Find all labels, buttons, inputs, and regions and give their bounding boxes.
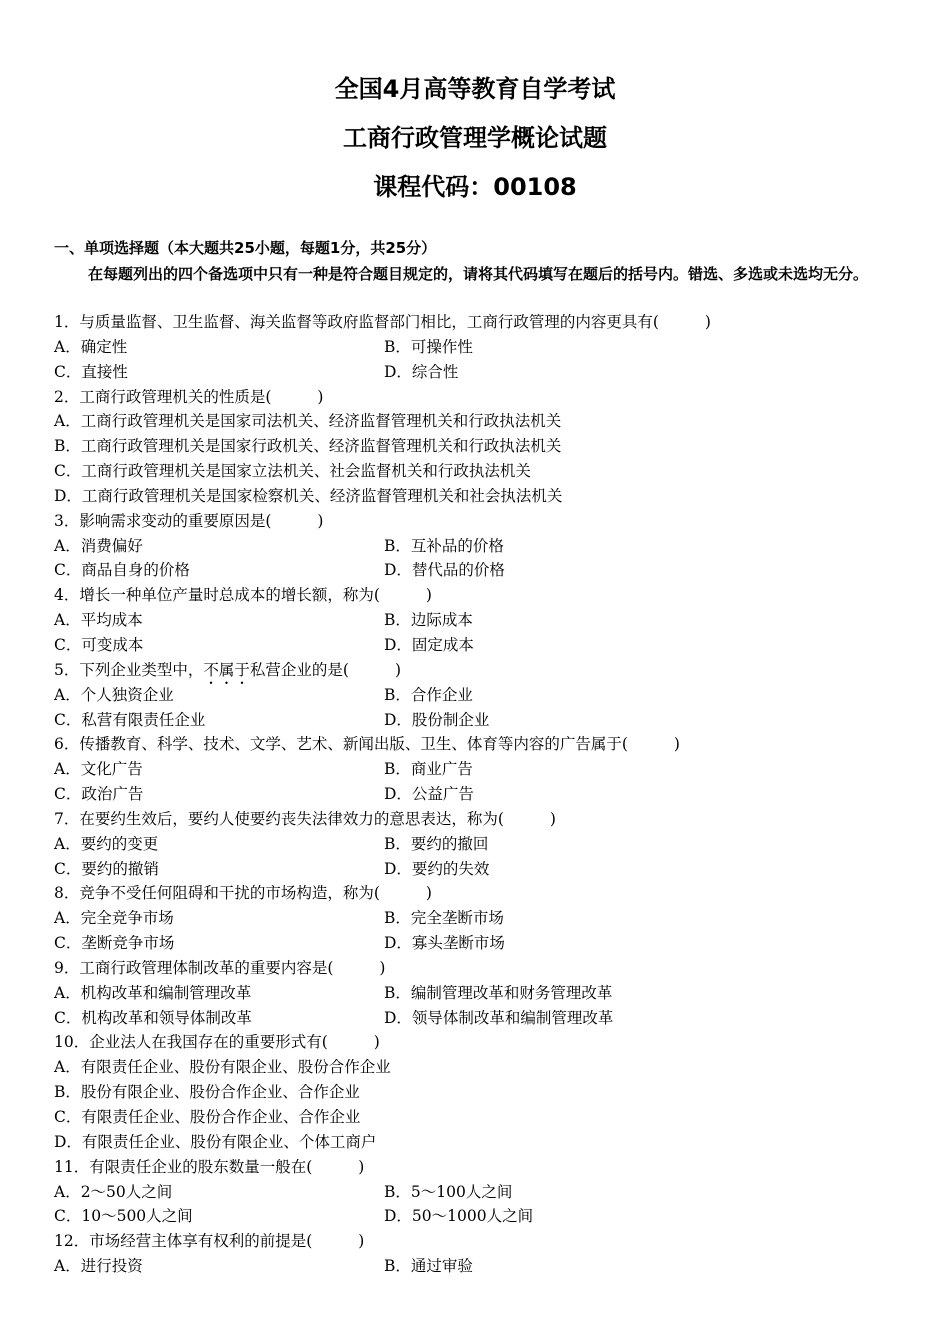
option-row bbox=[54, 558, 914, 583]
question-stem-text: 12．市场经营主体享有权利的前提是( bbox=[54, 1232, 313, 1251]
question-stem-text: 私营企业的是( bbox=[249, 660, 349, 679]
option-row bbox=[54, 1254, 914, 1279]
option-b: B．通过审验 bbox=[384, 1257, 473, 1276]
option-a: A．完全竞争市场 bbox=[54, 909, 174, 928]
question-stem bbox=[54, 583, 914, 608]
option-b: B．编制管理改革和财务管理改革 bbox=[384, 983, 613, 1002]
option-c: C．可变成本 bbox=[54, 635, 144, 654]
question-stem bbox=[54, 1155, 914, 1180]
option-d: D．有限责任企业、股份有限企业、个体工商户 bbox=[54, 1132, 377, 1151]
option-c: C．要约的撤销 bbox=[54, 859, 159, 878]
option-b: B．合作企业 bbox=[384, 685, 473, 704]
option-row bbox=[54, 335, 914, 360]
question-paren-close: ) bbox=[317, 511, 324, 530]
question-stem-text: 4．增长一种单位产量时总成本的增长额，称为( bbox=[54, 586, 380, 605]
question-stem-text: 9．工商行政管理体制改革的重要内容是( bbox=[54, 958, 334, 977]
question-stem-text: 6．传播教育、科学、技术、文学、艺术、新闻出版、卫生、体育等内容的广告属于( bbox=[54, 735, 628, 754]
question-stem-text: 11．有限责任企业的股东数量一般在( bbox=[54, 1157, 313, 1176]
option-row bbox=[54, 360, 914, 385]
option-d: D．寡头垄断市场 bbox=[384, 934, 505, 953]
option-d: D．要约的失效 bbox=[384, 859, 490, 878]
option-b: B．完全垄断市场 bbox=[384, 909, 504, 928]
emphasized-text: 不属于 bbox=[203, 660, 250, 679]
question-paren-close: ) bbox=[394, 660, 402, 679]
option-c: C．工商行政管理机关是国家立法机关、社会监督机关和行政执法机关 bbox=[54, 462, 531, 481]
question-stem-text: 8．竞争不受任何阻碍和干扰的市场构造，称为( bbox=[54, 884, 380, 903]
option-d: D．股份制企业 bbox=[384, 710, 490, 729]
option-a: A．有限责任企业、股份有限企业、股份合作企业 bbox=[54, 1058, 391, 1077]
option-row bbox=[54, 832, 914, 857]
question-stem bbox=[54, 385, 914, 410]
question-stem-text: 2．工商行政管理机关的性质是( bbox=[54, 387, 272, 406]
question-stem-text: 3．影响需求变动的重要原因是( bbox=[54, 511, 272, 530]
option-d: D．公益广告 bbox=[384, 785, 474, 804]
option-row bbox=[54, 1006, 914, 1031]
option-a: A．机构改革和编制管理改革 bbox=[54, 983, 252, 1002]
option-d: D．综合性 bbox=[384, 362, 459, 381]
option-row bbox=[54, 708, 914, 733]
question-stem-text: 7．在要约生效后，要约人使要约丧失法律效力的意思表达，称为( bbox=[54, 809, 504, 828]
option-d: D．工商行政管理机关是国家检察机关、经济监督管理机关和社会执法机关 bbox=[54, 486, 563, 505]
option-a: A．要约的变更 bbox=[54, 834, 159, 853]
option-a: A．平均成本 bbox=[54, 611, 143, 630]
exam-title: 全国4月高等教育自学考试 bbox=[334, 75, 616, 103]
option-d: D．固定成本 bbox=[384, 635, 474, 654]
option-b: B．互补品的价格 bbox=[384, 536, 504, 555]
option-a: A．进行投资 bbox=[54, 1257, 143, 1276]
option-b: B．边际成本 bbox=[384, 611, 473, 630]
option-row bbox=[54, 981, 914, 1006]
question-stem bbox=[54, 310, 914, 335]
exam-subtitle: 工商行政管理学概论试题 bbox=[343, 124, 607, 152]
option-b: B．可操作性 bbox=[384, 337, 473, 356]
option-row bbox=[54, 633, 914, 658]
option-row bbox=[54, 782, 914, 807]
option-row bbox=[54, 757, 914, 782]
option-c: C．私营有限责任企业 bbox=[54, 710, 206, 729]
question-paren-close: ) bbox=[425, 586, 432, 605]
option-b: B．股份有限企业、股份合作企业、合作企业 bbox=[54, 1083, 360, 1102]
option-row bbox=[54, 1180, 914, 1205]
question-stem bbox=[54, 1229, 914, 1254]
option-row bbox=[54, 857, 914, 882]
option-row bbox=[54, 608, 914, 633]
option-row bbox=[54, 931, 914, 956]
option-d: D．替代品的价格 bbox=[384, 561, 505, 580]
option-b: B．工商行政管理机关是国家行政机关、经济监督管理机关和行政执法机关 bbox=[54, 437, 562, 456]
question-stem-text: 5．下列企业类型中， bbox=[54, 660, 204, 679]
option-a: A．消费偏好 bbox=[54, 536, 143, 555]
question-paren-close: ) bbox=[358, 1157, 365, 1176]
question-stem bbox=[54, 881, 914, 906]
option-c: C．机构改革和领导体制改革 bbox=[54, 1008, 252, 1027]
question-stem-text: 1．与质量监督、卫生监督、海关监督等政府监督部门相比，工商行政管理的内容更具有( bbox=[54, 313, 659, 331]
question-stem-text: 10．企业法人在我国存在的重要形式有( bbox=[54, 1033, 328, 1052]
question-stem bbox=[54, 732, 914, 757]
question-stem bbox=[54, 807, 914, 832]
option-c: C．政治广告 bbox=[54, 785, 144, 804]
question-paren-close: ) bbox=[704, 313, 711, 331]
option-a: A．工商行政管理机关是国家司法机关、经济监督管理机关和行政执法机关 bbox=[54, 412, 562, 431]
option-c: C．商品自身的价格 bbox=[54, 561, 190, 580]
option-c: C．直接性 bbox=[54, 362, 128, 381]
question-paren-close: ) bbox=[549, 809, 556, 828]
option-row bbox=[54, 1204, 914, 1229]
option-d: D．领导体制改革和编制管理改革 bbox=[384, 1008, 614, 1027]
question-paren-close: ) bbox=[358, 1232, 365, 1251]
question-list bbox=[54, 310, 914, 1279]
option-row bbox=[54, 906, 914, 931]
question-paren-close: ) bbox=[673, 735, 680, 754]
option-a: A．确定性 bbox=[54, 337, 128, 356]
question-paren-close: ) bbox=[425, 884, 432, 903]
option-c: C．有限责任企业、股份合作企业、合作企业 bbox=[54, 1108, 361, 1126]
section-instruction: 在每题列出的四个备选项中只有一种是符合题目规定的，请将其代码填写在题后的括号内。错选、多选或未选均无分。 bbox=[88, 265, 869, 283]
option-a: A．个人独资企业 bbox=[54, 685, 174, 704]
question-paren-close: ) bbox=[379, 958, 386, 977]
option-b: B．商业广告 bbox=[384, 760, 473, 779]
section-heading: 一、单项选择题（本大题共25小题，每题1分，共25分） bbox=[54, 239, 437, 257]
course-code: 课程代码：00108 bbox=[373, 173, 577, 201]
option-d: D．50～1000人之间 bbox=[384, 1207, 534, 1226]
option-b: B．要约的撤回 bbox=[384, 834, 489, 853]
option-a: A．文化广告 bbox=[54, 760, 143, 779]
option-c: C．10～500人之间 bbox=[54, 1207, 193, 1226]
option-b: B．5～100人之间 bbox=[384, 1182, 513, 1201]
question-paren-close: ) bbox=[373, 1033, 380, 1052]
question-paren-close: ) bbox=[317, 387, 324, 406]
option-row bbox=[54, 683, 914, 708]
question-stem bbox=[54, 509, 914, 534]
question-stem bbox=[54, 956, 914, 981]
option-c: C．垄断竞争市场 bbox=[54, 934, 175, 953]
question-stem bbox=[54, 658, 914, 683]
question-stem bbox=[54, 1030, 914, 1055]
option-a: A．2～50人之间 bbox=[54, 1182, 173, 1201]
option-row bbox=[54, 534, 914, 559]
